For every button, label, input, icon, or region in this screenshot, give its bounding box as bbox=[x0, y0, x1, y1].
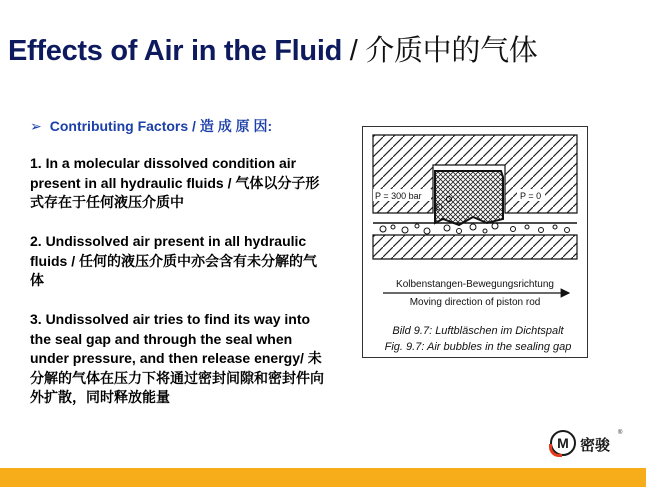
factor-list bbox=[30, 154, 328, 427]
logo-mark-icon: M bbox=[550, 430, 576, 456]
arrow-bullet-icon: ➢ bbox=[30, 118, 42, 134]
contributing-factors-label: Contributing Factors / 造 成 原 因: bbox=[49, 118, 273, 134]
title-separator: / bbox=[342, 35, 366, 67]
title-english: Effects of Air in the Fluid bbox=[8, 35, 342, 67]
company-logo bbox=[550, 428, 630, 458]
pressure-left-label: P = 300 bar bbox=[375, 191, 422, 201]
direction-label-english: Moving direction of piston rod bbox=[409, 297, 541, 308]
direction-label-german: Kolbenstangen-Bewegungsrichtung bbox=[396, 279, 554, 290]
figure-caption-german: Bild 9.7: Luftbläschen im Dichtspalt bbox=[392, 325, 564, 337]
contributing-factors-heading bbox=[30, 116, 272, 136]
seal-element bbox=[435, 171, 503, 225]
page-title bbox=[8, 28, 638, 69]
logo-text: 密骏 bbox=[580, 437, 611, 454]
seal-diagram-figure bbox=[362, 126, 588, 358]
footer-bar bbox=[0, 468, 646, 487]
title-chinese: 介质中的气体 bbox=[365, 35, 538, 67]
registered-mark: ® bbox=[618, 430, 623, 436]
factor-item-2: 2. Undissolved air present in all hydraulic fluids / 任何的液压介质中亦会含有未分解的气体 bbox=[30, 233, 317, 288]
piston-rod-hatched bbox=[373, 235, 577, 259]
seal-gap-illustration bbox=[363, 127, 587, 357]
pressure-right-label: P = 0 bbox=[520, 191, 542, 201]
factor-item-1: 1. In a molecular dissolved condition air present in all hydraulic fluids / 气体以分子形式存在于任何液压介质中 bbox=[30, 155, 320, 210]
figure-caption-english: Fig. 9.7: Air bubbles in the sealing gap bbox=[384, 341, 572, 353]
factor-item-3: 3. Undissolved air tries to find its way into the seal gap and through the seal when under pressure, and then release energy/ 未分解的气体在压力下将通过密封间隙和密封件向外扩散，同时释放能量 bbox=[30, 311, 324, 405]
